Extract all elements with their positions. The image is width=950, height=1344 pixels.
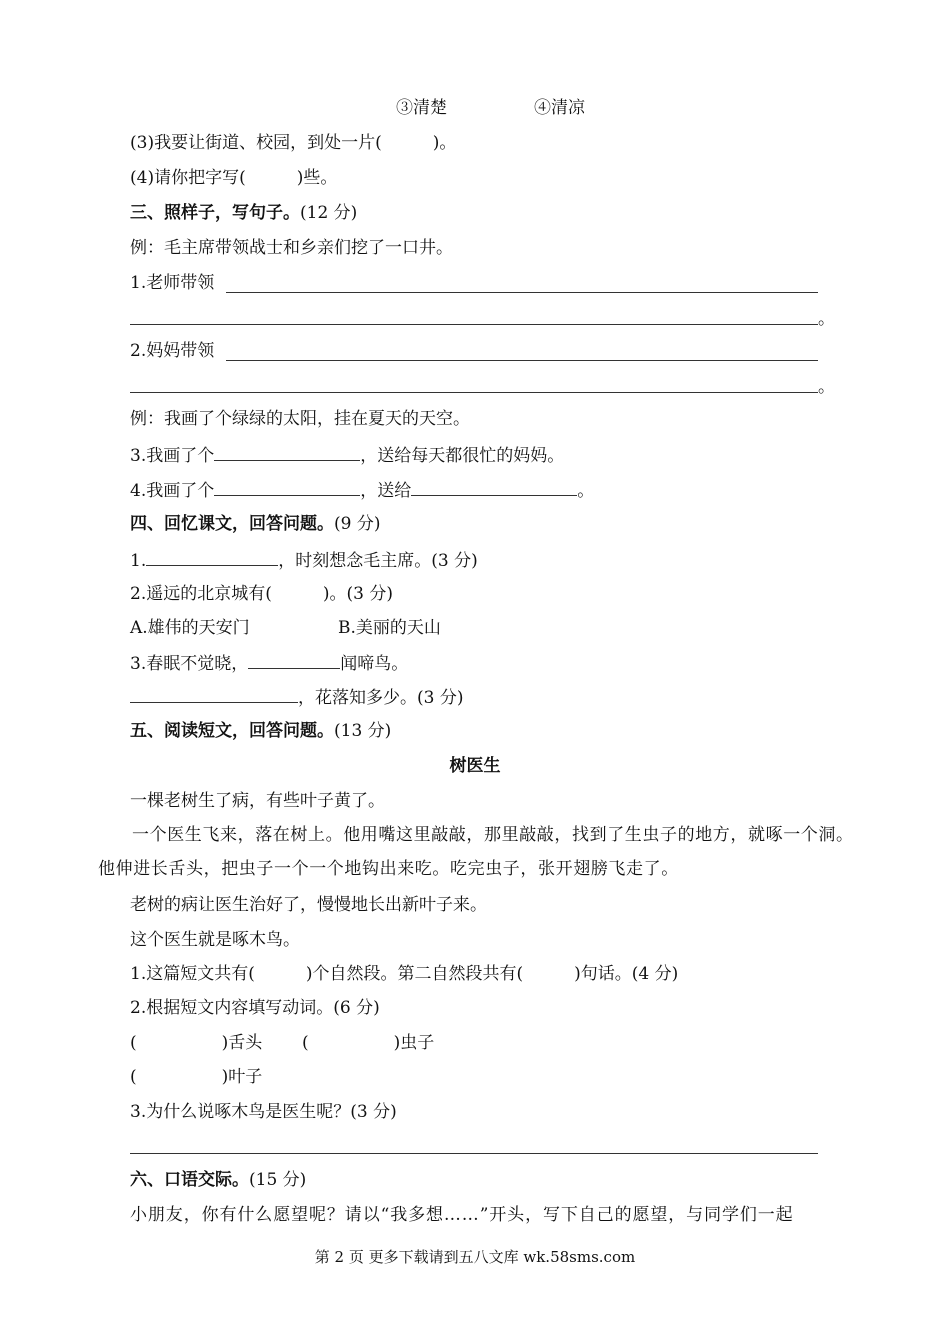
section-4-item-2: 2.遥远的北京城有( )。(3 分)	[130, 584, 393, 604]
option-3: ③清楚	[396, 98, 447, 118]
answer-blank[interactable]	[248, 650, 340, 669]
section-3-item-1: 1.老师带领	[130, 273, 215, 293]
section-4-score: (9 分)	[334, 514, 381, 534]
item-4-end: 。	[577, 481, 595, 501]
section-4-item-3	[130, 650, 408, 676]
passage-paragraph-1: 一棵老树生了病，有些叶子黄了。	[130, 791, 385, 811]
choice-b: B.美丽的天山	[338, 618, 441, 638]
section-3-heading	[130, 201, 357, 225]
section-5-score: (13 分)	[334, 721, 392, 741]
section-6-title: 六、口语交际。	[130, 1170, 249, 1190]
answer-blank[interactable]	[214, 477, 360, 496]
section-3-example-2: 例：我画了个绿绿的太阳，挂在夏天的天空。	[130, 409, 470, 429]
page-footer: 第 2 页 更多下载请到五八文库 wk.58sms.com	[314, 1248, 636, 1266]
answer-line[interactable]	[130, 1153, 818, 1154]
item-4-middle: ，送给	[360, 481, 412, 501]
section-4-item-1	[130, 547, 478, 573]
section-5-question-1: 1.这篇短文共有( )个自然段。第二自然段共有( )句话。(4 分)	[130, 964, 679, 984]
item-3-suffix: ，送给每天都很忙的妈妈。	[360, 446, 565, 466]
poem-line-1-prefix: 3.春眠不觉晓，	[130, 654, 249, 674]
answer-blank[interactable]	[411, 477, 577, 496]
verb-fill-1: ( )舌头	[130, 1033, 263, 1053]
section-6-paragraph: 小朋友，你有什么愿望呢？请以“我多想……”开头，写下自己的愿望，与同学们一起	[130, 1205, 794, 1225]
section-4-item-3-cont	[130, 684, 463, 710]
section-5-heading	[130, 719, 391, 743]
section-5-question-3: 3.为什么说啄木鸟是医生呢？(3 分)	[130, 1102, 397, 1122]
passage-title: 树医生	[449, 756, 501, 776]
section-3-item-3	[130, 442, 564, 468]
section-3-item-2: 2.妈妈带领	[130, 341, 215, 361]
item-4-prefix: 4.我画了个	[130, 481, 215, 501]
section-6-heading	[130, 1168, 306, 1192]
question-3-line: (3)我要让街道、校园，到处一片( )。	[130, 133, 457, 153]
item-3-prefix: 3.我画了个	[130, 446, 215, 466]
answer-blank[interactable]	[214, 442, 360, 461]
section-3-example-1: 例：毛主席带领战士和乡亲们挖了一口井。	[130, 238, 453, 258]
section-3-title: 三、照样子，写句子。	[130, 203, 300, 223]
answer-blank[interactable]	[146, 547, 278, 566]
option-4: ④清凉	[534, 98, 585, 118]
answer-blank[interactable]	[130, 684, 298, 703]
poem-line-2-suffix: ，花落知多少。(3 分)	[298, 688, 464, 708]
item-1-number: 1.	[130, 551, 147, 571]
section-3-item-4	[130, 477, 594, 503]
answer-line[interactable]	[226, 292, 818, 293]
verb-fill-3: ( )叶子	[130, 1067, 263, 1087]
section-3-score: (12 分)	[300, 203, 358, 223]
question-4-line: (4)请你把字写( )些。	[130, 168, 338, 188]
item-1-text: ，时刻想念毛主席。(3 分)	[278, 551, 478, 571]
answer-line[interactable]	[130, 392, 818, 393]
passage-paragraph-2: 一个医生飞来，落在树上。他用嘴这里敲敲，那里敲敲，找到了生虫子的地方，就啄一个洞。他伸进长舌头，把虫子一个一个地钩出来吃。吃完虫子，张开翅膀飞走了。	[98, 825, 854, 879]
section-4-title: 四、回忆课文，回答问题。	[130, 514, 334, 534]
period-mark: 。	[818, 309, 835, 329]
period-mark: 。	[818, 377, 835, 397]
section-6-score: (15 分)	[249, 1170, 307, 1190]
verb-fill-2: ( )虫子	[302, 1033, 435, 1053]
section-4-heading	[130, 512, 380, 536]
choice-a: A.雄伟的天安门	[130, 618, 250, 638]
poem-line-1-suffix: 闻啼鸟。	[340, 654, 409, 674]
section-5-question-2: 2.根据短文内容填写动词。(6 分)	[130, 998, 380, 1018]
answer-line[interactable]	[226, 360, 818, 361]
answer-line[interactable]	[130, 324, 818, 325]
section-5-title: 五、阅读短文，回答问题。	[130, 721, 334, 741]
passage-paragraph-3: 老树的病让医生治好了，慢慢地长出新叶子来。	[130, 895, 487, 915]
passage-paragraph-4: 这个医生就是啄木鸟。	[130, 930, 300, 950]
